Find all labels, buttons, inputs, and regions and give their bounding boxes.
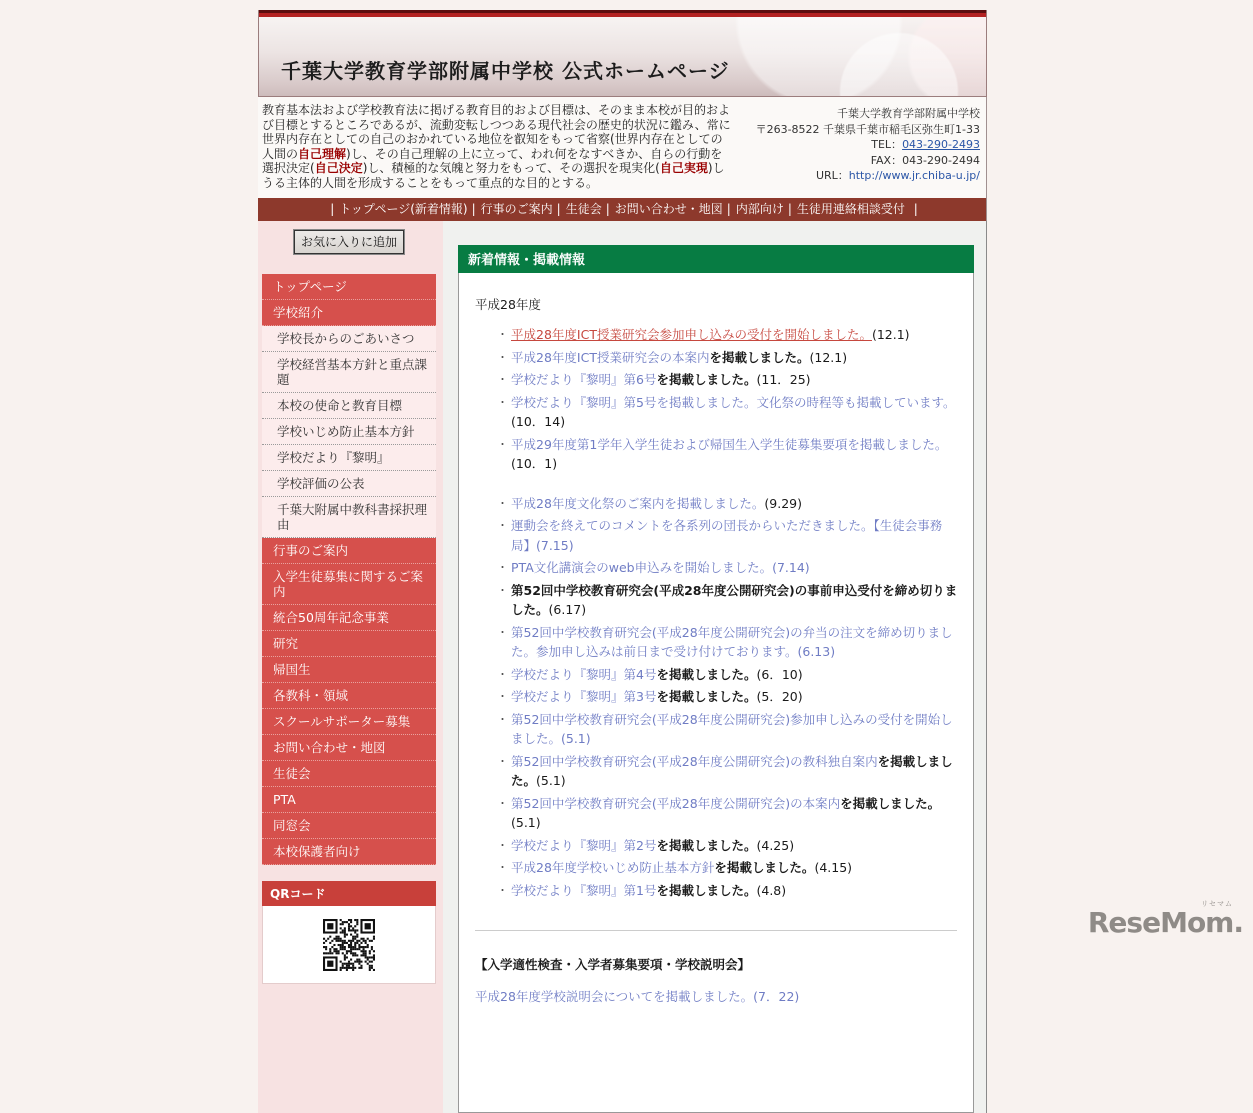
sidebar-item[interactable]: 学校評価の公表 [262, 471, 436, 497]
url-label: URL： [815, 169, 849, 182]
news-date: (5．20) [756, 689, 803, 704]
contact-url-line [734, 168, 980, 184]
admission-heading: 【入学適性検査・入学者募集要項・学校説明会】 [475, 957, 751, 972]
qr-section [262, 881, 436, 984]
news-item [499, 665, 959, 685]
sidebar-item[interactable]: 研究 [262, 631, 436, 657]
news-date: (10．14) [511, 414, 566, 429]
banner-top-stripe [259, 10, 986, 17]
news-item [499, 370, 959, 390]
news-date: (6.17) [548, 602, 587, 617]
sidebar-item[interactable]: 生徒会 [262, 761, 436, 787]
add-favorite-button[interactable]: お気に入りに追加 [294, 230, 404, 254]
year-heading: 平成28年度 [475, 297, 541, 312]
sidebar-item[interactable]: 行事のご案内 [262, 538, 436, 564]
news-box [458, 273, 974, 1113]
news-item [499, 752, 959, 791]
news-text: を掲載しました。 [511, 753, 953, 788]
contact-block [734, 103, 982, 190]
news-date: (4.8) [756, 882, 787, 898]
sidebar-item[interactable]: PTA [262, 787, 436, 813]
news-link[interactable]: 平成28年度ICT授業研究会参加申し込みの受付を開始しました。 [511, 327, 872, 342]
intro-segment: 自己決定 [314, 161, 363, 175]
news-text: を掲載しました。 [656, 689, 757, 704]
contact-school-name: 千葉大学教育学部附属中学校 [837, 107, 980, 120]
news-text: を掲載しました。 [656, 372, 757, 387]
sidebar [258, 221, 443, 1113]
news-text: 第52回中学校教育研究会(平成28年度公開研究会)の事前申込受付を締め切りました。 [511, 582, 958, 617]
news-link[interactable]: 平成29年度第1学年入学生徒および帰国生入学生徒募集要項を掲載しました。 [511, 436, 948, 452]
news-item [499, 435, 959, 474]
intro-segment: )しうる主体的人間を形成することをもって重点的な目的とする。 [262, 161, 725, 190]
news-text: を掲載しました。 [656, 666, 757, 682]
news-link[interactable]: 学校だより『黎明』第1号 [511, 882, 657, 898]
sidebar-item[interactable]: 帰国生 [262, 657, 436, 683]
news-link[interactable]: PTA文化講演会のweb申込みを開始しました。(7.14) [511, 560, 810, 575]
sidebar-item[interactable]: 学校長からのごあいさつ [262, 326, 436, 352]
contact-address: 〒263-8522 千葉県千葉市稲毛区弥生町1-33 [755, 122, 980, 136]
news-date: (4.25) [756, 837, 795, 853]
news-date: (4.15) [814, 860, 853, 875]
news-link[interactable]: 学校だより『黎明』第4号 [511, 666, 657, 682]
tel-label: TEL： [871, 138, 903, 151]
intro-text [262, 103, 734, 190]
news-item [499, 494, 959, 514]
news-item [499, 558, 959, 578]
banner-background [259, 17, 986, 96]
news-link[interactable]: 平成28年度ICT授業研究会の本案内 [511, 349, 710, 365]
news-text: を掲載しました。 [656, 837, 757, 853]
watermark-ruby: リセマム [1201, 900, 1233, 908]
news-date: (6．10) [756, 666, 803, 682]
news-item [499, 325, 959, 345]
page-title: 千葉大学教育学部附属中学校 公式ホームページ [281, 59, 730, 83]
news-text: を掲載しました。 [714, 860, 815, 875]
intro-segment: 教育基本法および学校教育法に掲げる教育目的および目標は、そのまま本校が目的および目標とするところであるが、流動変転しつつある現代社会の歴史的状況に鑑み、常に世界内存在としての自己のおかれている地位を叡知をもって省察(世界内存在としての人間の [262, 103, 731, 161]
news-date: (10．1) [511, 456, 558, 471]
news-link[interactable]: 第52回中学校教育研究会(平成28年度公開研究会)の本案内 [511, 795, 841, 811]
news-text: を掲載しました。 [840, 795, 941, 811]
sidebar-item[interactable]: 同窓会 [262, 813, 436, 839]
news-text: を掲載しました。 [656, 882, 757, 898]
sidebar-item[interactable]: 学校いじめ防止基本方針 [262, 419, 436, 445]
page-container [258, 10, 987, 1113]
url-link[interactable]: http://www.jr.chiba-u.jp/ [848, 169, 980, 182]
news-link[interactable]: 学校だより『黎明』第5号を掲載しました。文化祭の時程等も掲載しています。 [511, 394, 956, 410]
news-date: (12.1) [809, 349, 848, 365]
news-link[interactable]: 運動会を終えてのコメントを各系列の団長からいただきました。【生徒会事務局】(7.15) [511, 518, 943, 553]
news-item [499, 858, 959, 878]
divider [475, 930, 957, 931]
main-content [443, 221, 986, 1113]
sidebar-item[interactable]: 学校経営基本方針と重点課題 [262, 352, 436, 393]
favorite-button-wrap [262, 230, 436, 254]
news-item [499, 393, 959, 432]
sidebar-item[interactable]: トップページ [262, 274, 436, 300]
intro-segment: )し、その自己理解の上に立って、われ何をなすべきか、自らの行動を選択決定( [262, 146, 723, 175]
news-link[interactable]: 第52回中学校教育研究会(平成28年度公開研究会)の教科独自案内 [511, 753, 878, 769]
news-link[interactable]: 第52回中学校教育研究会(平成28年度公開研究会)参加申し込みの受付を開始しました。(5.1) [511, 711, 953, 746]
news-link[interactable]: 学校だより『黎明』第2号 [511, 837, 657, 853]
news-item [499, 710, 959, 749]
news-link[interactable]: 平成28年度学校いじめ防止基本方針 [511, 860, 715, 875]
body-columns [258, 221, 987, 1113]
news-link[interactable]: 学校だより『黎明』第6号 [511, 372, 657, 387]
sidebar-menu [262, 274, 436, 865]
site-banner [258, 10, 987, 97]
intro-segment: 自己実現 [659, 161, 708, 175]
news-item [499, 581, 959, 620]
nav-item[interactable]: | 生徒会 [553, 202, 602, 216]
sidebar-item[interactable]: 本校の使命と教育目標 [262, 393, 436, 419]
main-nav [258, 198, 987, 221]
news-section-header: 新着情報・掲載情報 [458, 245, 974, 273]
qr-section-title: QRコード [262, 881, 436, 906]
sidebar-item[interactable]: 入学生徒募集に関するご案内 [262, 564, 436, 605]
nav-item[interactable]: | お問い合わせ・地図 [602, 202, 723, 216]
nav-item[interactable]: | 生徒用連絡相談受付 [784, 202, 905, 216]
news-item [499, 623, 959, 662]
news-item [499, 687, 959, 707]
news-link[interactable]: 学校だより『黎明』第3号 [511, 689, 657, 704]
news-date: (5.1) [536, 773, 566, 788]
news-date: (11．25) [756, 372, 811, 387]
news-item [499, 794, 959, 833]
intro-segment: )し、積極的な気魄と努力をもって、その選択を現実化( [362, 161, 660, 175]
sidebar-item[interactable]: 学校紹介 [262, 300, 436, 326]
watermark-logo: ReseMom. [1087, 906, 1243, 939]
sidebar-item[interactable]: 各教科・領域 [262, 683, 436, 709]
news-item [499, 836, 959, 856]
sidebar-item[interactable]: スクールサポーター募集 [262, 709, 436, 735]
sidebar-item[interactable]: 千葉大附属中教科書採択理由 [262, 497, 436, 538]
news-date: (9.29) [764, 495, 803, 511]
news-text: を掲載しました。 [709, 349, 810, 365]
nav-item[interactable]: | 行事のご案内 [468, 202, 553, 216]
news-date: (12.1) [871, 327, 910, 342]
news-item [499, 881, 959, 901]
contact-tel-line [734, 137, 980, 153]
resemom-watermark [1088, 899, 1243, 939]
news-date: (5.1) [511, 815, 541, 830]
news-item [499, 516, 959, 555]
contact-fax-line: FAX：043-290-2494 [870, 153, 980, 167]
qr-code-image [323, 919, 375, 971]
intro-segment: 自己理解 [298, 146, 347, 161]
sidebar-item[interactable]: 学校だより『黎明』 [262, 445, 436, 471]
news-item [499, 348, 959, 368]
tel-link[interactable]: 043-290-2493 [902, 138, 980, 151]
sidebar-item[interactable]: お問い合わせ・地図 [262, 735, 436, 761]
news-link[interactable]: 平成28年度文化祭のご案内を掲載しました。 [511, 495, 765, 511]
info-section [258, 97, 987, 198]
admission-link[interactable]: 平成28年度学校説明会についてを掲載しました。(7．22) [475, 989, 800, 1004]
news-list [499, 325, 959, 900]
sidebar-item[interactable]: 統合50周年記念事業 [262, 605, 436, 631]
sidebar-item[interactable]: 本校保護者向け [262, 839, 436, 865]
nav-item[interactable]: | トップページ(新着情報) [326, 202, 467, 216]
qr-code-box [262, 906, 436, 984]
nav-item[interactable]: | 内部向け [723, 202, 784, 216]
news-link[interactable]: 第52回中学校教育研究会(平成28年度公開研究会)の弁当の注文を締め切りました。参加申し込みは前日まで受け付けております。(6.13) [511, 624, 953, 659]
